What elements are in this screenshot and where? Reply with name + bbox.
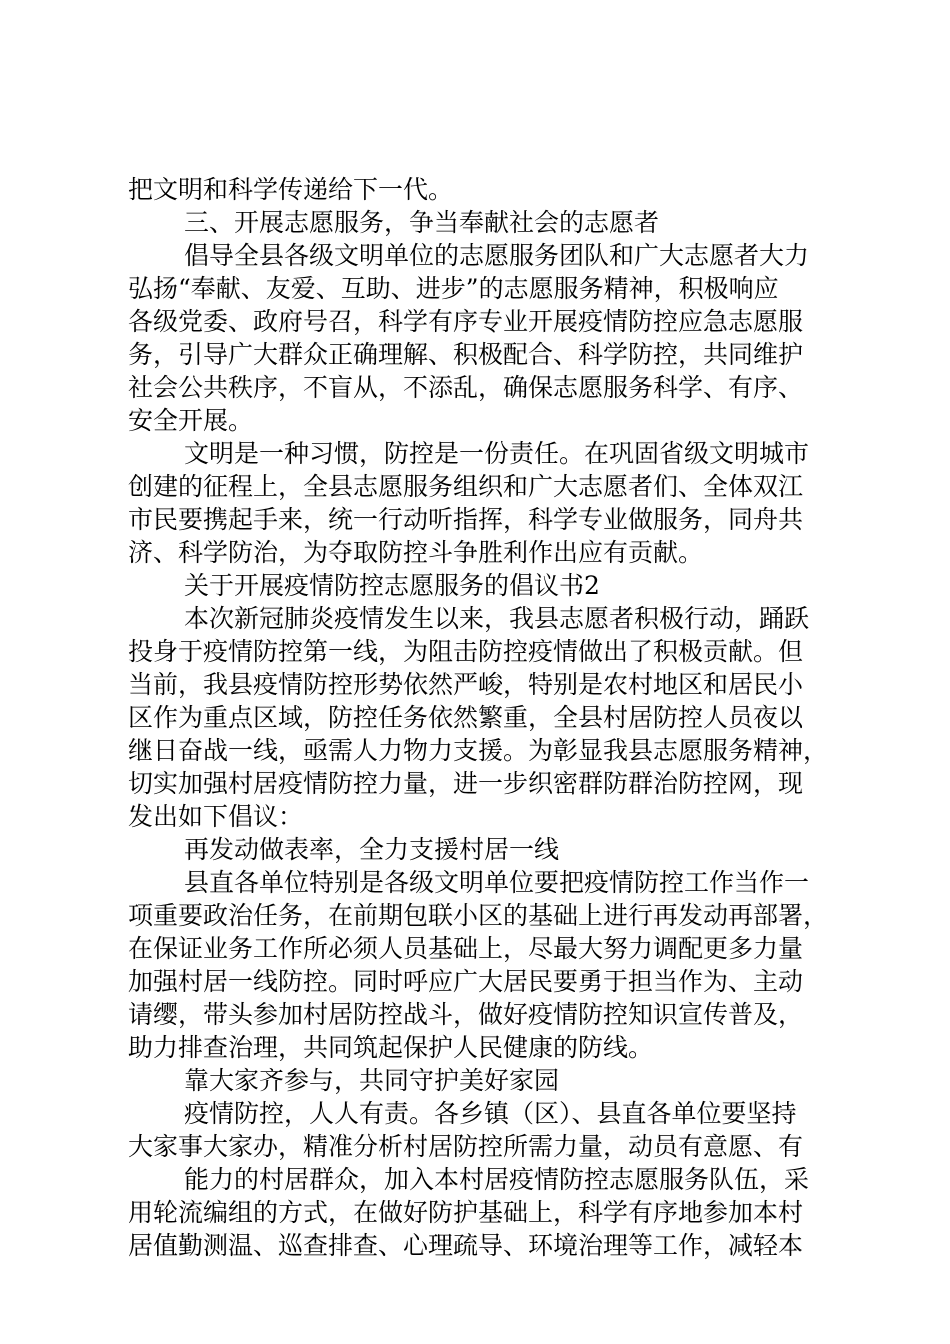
text-line: 把文明和科学传递给下一代。 — [128, 175, 454, 204]
text-line: 市民要携起手来，统一行动听指挥，科学专业做服务，同舟共 — [128, 505, 804, 534]
text-line: 务，引导广大群众正确理解、积极配合、科学防控，共同维护 — [128, 340, 804, 369]
text-line: 济、科学防治，为夺取防控斗争胜利作出应有贡献。 — [128, 538, 704, 567]
text-line: 在保证业务工作所必须人员基础上，尽最大努力调配更多力量 — [128, 934, 804, 963]
text-line: 社会公共秩序，不盲从，不添乱，确保志愿服务科学、有序、 — [128, 373, 804, 402]
text-line: 关于开展疫情防控志愿服务的倡议书2 — [184, 571, 600, 600]
text-line: 切实加强村居疫情防控力量，进一步织密群防群治防控网，现 — [128, 769, 804, 798]
text-line: 居值勤测温、巡查排查、心理疏导、环境治理等工作，减轻本 — [128, 1231, 804, 1260]
text-line: 助力排查治理，共同筑起保护人民健康的防线。 — [128, 1033, 654, 1062]
text-line: 倡导全县各级文明单位的志愿服务团队和广大志愿者大力 — [184, 241, 810, 270]
text-line: 能力的村居群众，加入本村居疫情防控志愿服务队伍，采 — [184, 1165, 810, 1194]
text-line: 用轮流编组的方式，在做好防护基础上，科学有序地参加本村 — [128, 1198, 804, 1227]
text-line: 继日奋战一线，亟需人力物力支援。为彰显我县志愿服务精神， — [128, 736, 829, 765]
text-line: 区作为重点区域，防控任务依然繁重，全县村居防控人员夜以 — [128, 703, 804, 732]
text-line: 三、开展志愿服务，争当奉献社会的志愿者 — [184, 208, 660, 237]
text-line: 当前，我县疫情防控形势依然严峻，特别是农村地区和居民小 — [128, 670, 804, 699]
text-line: 疫情防控，人人有责。各乡镇（区）、县直各单位要坚持 — [184, 1099, 797, 1128]
text-line: 安全开展。 — [128, 406, 254, 435]
document-body — [128, 173, 838, 1262]
text-line: 再发动做表率，全力支援村居一线 — [184, 835, 560, 864]
text-line: 文明是一种习惯，防控是一份责任。在巩固省级文明城市 — [184, 439, 810, 468]
text-line: 本次新冠肺炎疫情发生以来，我县志愿者积极行动，踊跃 — [184, 604, 810, 633]
text-line: 靠大家齐参与，共同守护美好家园 — [184, 1066, 560, 1095]
text-line: 发出如下倡议： — [128, 802, 304, 831]
text-line: 弘扬“奉献、友爱、互助、进步”的志愿服务精神，积极响应 — [128, 274, 779, 303]
text-line: 各级党委、政府号召，科学有序专业开展疫情防控应急志愿服 — [128, 307, 804, 336]
text-line: 请缨，带头参加村居防控战斗，做好疫情防控知识宣传普及， — [128, 1000, 804, 1029]
text-line: 县直各单位特别是各级文明单位要把疫情防控工作当作一 — [184, 868, 810, 897]
text-line: 大家事大家办，精准分析村居防控所需力量，动员有意愿、有 — [128, 1132, 804, 1161]
text-line: 项重要政治任务，在前期包联小区的基础上进行再发动再部署， — [128, 901, 829, 930]
text-line: 投身于疫情防控第一线，为阻击防控疫情做出了积极贡献。但 — [128, 637, 804, 666]
text-line: 创建的征程上，全县志愿服务组织和广大志愿者们、全体双江 — [128, 472, 804, 501]
text-line: 加强村居一线防控。同时呼应广大居民要勇于担当作为、主动 — [128, 967, 804, 996]
